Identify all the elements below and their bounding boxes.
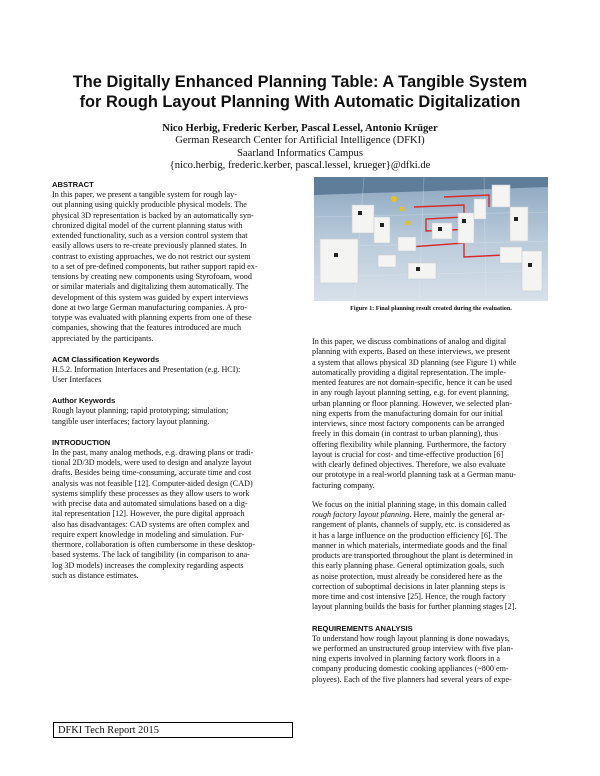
- text-line: freely in this domain (in contrast to urban planning), thus: [312, 429, 498, 439]
- text-line: physical 3D representation is backed by an automatically syn-: [52, 210, 254, 220]
- author-campus: Saarland Informatics Campus: [237, 147, 363, 159]
- text-line: done at two large German manufacturing companies. A pro-: [52, 302, 248, 312]
- text-line: layout planning builds the basis for further planning stages [2].: [312, 602, 517, 612]
- machine-block: [378, 255, 396, 267]
- text-line: we performed an unstructured group interview with five plan-: [312, 643, 514, 653]
- text-line: systems simplify these processes as they allow users to work: [52, 488, 250, 498]
- text-line: our prototype in a real-world planning task at a German manu-: [312, 470, 516, 480]
- machine-block: [374, 217, 390, 243]
- text-line: this early planning phase. General optimization goals, such: [312, 561, 505, 571]
- text-line: ployees). Each of the five planners had several years of expe-: [312, 674, 512, 684]
- text-line: appreciated by the participants.: [52, 333, 154, 343]
- text-line: Rough layout planning; rapid prototyping; simulation;: [52, 406, 229, 416]
- machine-block: [352, 205, 374, 233]
- text-line: manner in which materials, intermediate goods and the final: [312, 540, 508, 550]
- text-line: company producing domestic cooking appliances (~800 em-: [312, 664, 509, 674]
- intro-continued-para-2: [312, 500, 550, 613]
- acm-heading: ACM Classification Keywords: [52, 354, 160, 364]
- text-line: companies, showing that the features introduced are much: [52, 323, 242, 333]
- text-line: with precise data and automated simulations based on a dig-: [52, 499, 248, 508]
- text-line: ning experts from the manufacturing domain for our initial: [312, 408, 503, 418]
- text-line: tional 2D/3D models, were used to design and analyze layout: [52, 458, 252, 467]
- machine-block: [474, 199, 486, 219]
- text-line: based systems. The lack of tangibility (in comparison to ana-: [52, 550, 250, 560]
- machine-block: [458, 213, 474, 243]
- acm-body: [52, 365, 295, 386]
- abstract-heading: ABSTRACT: [52, 180, 94, 189]
- text-line: planning with experts. Based on these interviews, we present: [312, 347, 511, 357]
- text-line: urban planning or floor planning. However, we selected plan-: [312, 398, 513, 408]
- text-line: tensions by creating new components using Styrofoam, wood: [52, 272, 252, 281]
- machine-block: [320, 239, 358, 283]
- para2-first-line: We focus on the initial planning stage, in this domain called rough factory layout planning. Here, mainly the general ar-: [312, 499, 507, 519]
- intro-continued-para-1: [312, 337, 550, 491]
- footer-text: DFKI Tech Report 2015: [58, 725, 159, 736]
- machine-block: [522, 251, 542, 291]
- machine-block: [500, 247, 522, 263]
- text-line: analysis was not feasible [12]. Computer-aided design (CAD): [52, 478, 253, 488]
- paper-title: [40, 72, 560, 112]
- text-line: such as distance estimates.: [52, 570, 139, 580]
- introduction-heading: INTRODUCTION: [52, 437, 111, 447]
- text-line: interviews, since most factory components can be arranged: [312, 419, 505, 428]
- text-line: in any rough layout planning setting, e.g. for event planning,: [312, 388, 509, 398]
- italic-term: rough factory layout planning: [312, 510, 410, 519]
- text-line: tangible user interfaces; factory layout planning.: [52, 416, 210, 426]
- author-names: Nico Herbig, Frederic Kerber, Pascal Lessel, Antonio Krüger: [162, 123, 438, 134]
- text-line: totype was evaluated with planning experts from one of these: [52, 313, 252, 322]
- text-line: out planning using quickly producible physical models. The: [52, 200, 247, 210]
- text-line: as noise protection, must already be considered here as the: [312, 571, 503, 581]
- title-line-2: for Rough Layout Planning With Automatic Digitalization: [79, 93, 521, 111]
- text-line: To understand how rough layout planning is done nowadays,: [312, 633, 510, 643]
- text-line: also has disadvantages: CAD systems are often complex and: [52, 519, 250, 529]
- author-emails: {nico.herbig, frederic.kerber, pascal.lessel, krueger}@dfki.de: [169, 160, 431, 172]
- text-line: easily allows users to re-create previously planned states. In: [52, 241, 247, 251]
- text-line: require expert knowledge in modeling and simulation. Fur-: [52, 529, 245, 539]
- text-line: In this paper, we present a tangible system for rough lay-: [52, 190, 237, 199]
- requirements-body: [312, 634, 550, 685]
- text-line: rangement of plants, channels of supply, etc. is considered as: [312, 520, 511, 530]
- text-line: ital representation [12]. However, the pure digital approach: [52, 509, 245, 519]
- text-line: mented features are not domain-specific, hence it can be used: [312, 378, 512, 387]
- text-line: chronized digital model of the current planning status with: [52, 220, 243, 230]
- text-line: H.5.2. Information Interfaces and Presentation (e.g. HCI):: [52, 364, 241, 374]
- text-line: correction of suboptimal decisions in later planning steps is: [312, 581, 506, 591]
- author-affiliation: German Research Center for Artificial Intelligence (DFKI): [175, 135, 425, 147]
- text-line: offering flexibility while planning. Furthermore, the factory: [312, 439, 507, 449]
- machine-block: [398, 237, 416, 251]
- planning-table-photo: [314, 177, 548, 301]
- text-line: a system that allows physical 3D planning (see Figure 1) while: [312, 357, 517, 367]
- text-line: ning experts involved in planning factory work floors in a: [312, 654, 500, 663]
- text-line: to a set of pre-defined components, but rather support rapid ex-: [52, 261, 258, 271]
- right-column: [312, 337, 550, 685]
- text-line: more time and cost intensive [25]. Hence, the rough factory: [312, 592, 506, 601]
- left-column: [52, 180, 295, 581]
- abstract-body: [52, 190, 295, 344]
- text-line: or similar materials and digitalizing them automatically. The: [52, 282, 249, 292]
- text-line: layout is crucial for cost- and time-effective production [6]: [312, 449, 504, 459]
- text-line: products are transported throughout the plant is determined in: [312, 551, 513, 560]
- text-line: In the past, many analog methods, e.g. drawing plans or tradi-: [52, 447, 254, 457]
- text-line: with clearly defined objectives. Therefore, we also evaluate: [312, 460, 506, 469]
- title-line-1: The Digitally Enhanced Planning Table: A Tangible System: [72, 73, 528, 91]
- figure-caption: Figure 1: Final planning result created during the evaluation.: [350, 305, 512, 312]
- keywords-body: [52, 406, 295, 427]
- text-line: drafts. Besides being time-consuming, accurate time and cost: [52, 468, 252, 478]
- introduction-body: [52, 448, 295, 581]
- requirements-heading: REQUIREMENTS ANALYSIS: [312, 623, 413, 633]
- keywords-heading: Author Keywords: [52, 396, 116, 406]
- text-line: contrast to existing approaches, we do not restrict our system: [52, 251, 251, 261]
- text-line: User Interfaces: [52, 375, 102, 384]
- text-line: thermore, collaboration is often cumbersome in these desktop-: [52, 540, 256, 549]
- text-line: automatically providing a digital representation. The imple-: [312, 367, 507, 377]
- author-block: [60, 123, 540, 173]
- machine-block: [510, 207, 528, 241]
- text-line: log 3D models) increases the complexity regarding aspects: [52, 560, 244, 570]
- text-line: extended functionality, such as a version control system that: [52, 231, 248, 240]
- text-line: it has a large influence on the production efficiency [6]. The: [312, 530, 508, 540]
- text-line: facturing company.: [312, 480, 375, 490]
- machine-block: [492, 185, 510, 207]
- text-line: In this paper, we discuss combinations of analog and digital: [312, 337, 507, 346]
- para2-rest: [312, 520, 550, 612]
- machine-block: [408, 263, 436, 279]
- text-line: development of this system was guided by expert interviews: [52, 292, 249, 302]
